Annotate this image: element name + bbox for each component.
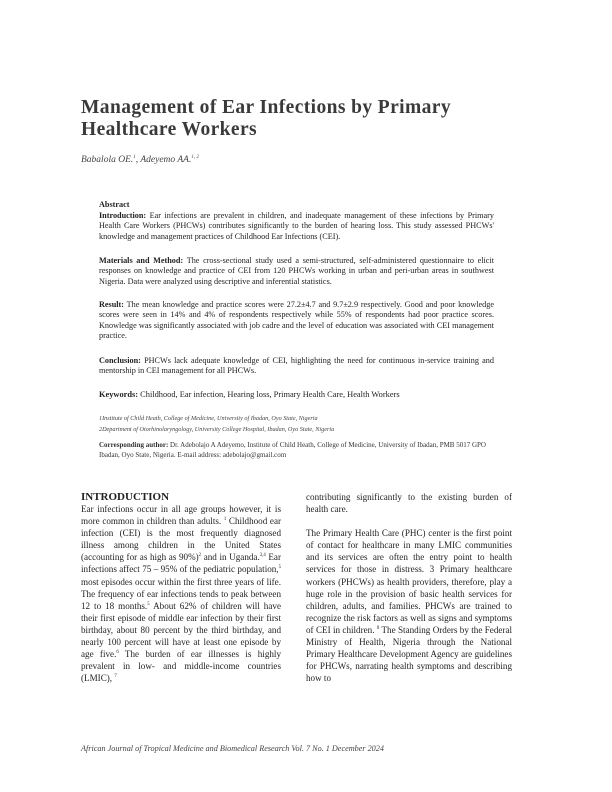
- author-name: Adeyemo AA.: [140, 155, 192, 166]
- journal-footer: African Journal of Tropical Medicine and Biomedical Research Vol. 7 No. 1 December 2024: [81, 744, 384, 753]
- body-text: The Standing Orders by the Federal Ministry of Health, Nigeria through the National Primary Healthcare Development Agency are guidelines for PHCWs, narrating health symptoms and describing how to: [306, 624, 513, 684]
- abstract-heading: Abstract: [99, 200, 130, 209]
- body-text: contributing significantly to the existing burden of health care.: [306, 492, 512, 515]
- affiliation-item: 1Institute of Child Heath, College of Medicine, University of Ibadan, Oyo State, Nigeria: [99, 415, 318, 422]
- author-affiliation-marker: 1: [133, 155, 136, 160]
- body-text: most episodes occur within the first three years of life. The frequency of ear infections tends to peak between 12 to 18 months.: [81, 576, 281, 611]
- corresponding-author: [99, 440, 494, 461]
- section-label: Keywords:: [99, 390, 139, 399]
- section-label: Conclusion:: [99, 356, 141, 365]
- citation-marker: 1: [223, 517, 227, 523]
- section-text: Ear infections are prevalent in children, and inadequate management of these infections by Primary Health Care Workers (PHCWs) contributes significantly to the burden of hearing loss. This study assessed PHCWs' knowledge and management practices of Childhood Ear Infections (CEI).: [99, 211, 495, 241]
- affiliations: [99, 414, 494, 435]
- section-label: Introduction:: [99, 211, 147, 220]
- author-affiliation-marker: 1, 2: [191, 155, 199, 160]
- section-label: Corresponding author:: [99, 441, 169, 449]
- body-text: Ear infections occur in all age groups however, it is more common in children than adults.: [81, 504, 281, 527]
- body-column-right: [306, 491, 512, 684]
- body-paragraph: [306, 527, 512, 684]
- citation-marker: 3,4: [259, 553, 266, 559]
- affiliation-item: 2Department of Otorhinolaryngology, University College Hospital, Ibadan, Oyo State, Nigeria: [99, 425, 335, 433]
- abstract-methods: [99, 256, 494, 287]
- abstract-result: [99, 300, 494, 342]
- keywords-text: Childhood, Ear infection, Hearing loss, Primary Health Care, Health Workers: [140, 390, 400, 399]
- citation-marker: 8: [376, 625, 380, 631]
- body-text: and in Uganda.: [203, 552, 260, 563]
- section-label: Materials and Method:: [99, 256, 184, 265]
- citation-marker: 6: [116, 650, 119, 656]
- author-list: Babalola OE.$^1$, Adeyemo AA.$^{1, 2}$: [81, 155, 199, 166]
- section-label: Result:: [99, 300, 125, 309]
- body-column-left: [81, 503, 281, 684]
- corresponding-text: Dr. Adebolajo A Adeyemo, Institute of Child Heath, College of Medicine, University of Ibadan, PMB 5017 GPO Ibadan, Oyo State, Nigeria. E-mail address: adebolajo@gmail.com: [99, 441, 486, 460]
- citation-marker: 2: [198, 553, 202, 559]
- abstract-conclusion: [99, 356, 494, 377]
- citation-marker: 7: [114, 674, 117, 680]
- section-text: The cross-sectional study used a semi-structured, self-administered questionnaire to elicit responses on knowledge and practice of CEI from 120 PHCWs working in urban and peri-urban areas in southwest Nigeria. Data were analyzed using descriptive and inferential statistics.: [99, 256, 494, 286]
- abstract-introduction: [99, 211, 494, 242]
- body-text: Childhood ear infection (CEI) is the most frequently diagnosed illness among children in the United States (accounting for as high as 90%): [81, 516, 282, 563]
- citation-marker: 5: [278, 565, 281, 571]
- body-text: About 62% of children will have their first episode of middle ear infection by their first birthday, about 80 percent by the third birthday, and nearly 100 percent will have at least one episode by age five.: [81, 600, 281, 660]
- section-heading-introduction: INTRODUCTION: [81, 491, 170, 503]
- body-paragraph: [306, 491, 512, 515]
- section-text: The mean knowledge and practice scores were 27.2±4.7 and 9.7±2.9 respectively. Good and poor knowledge scores were seen in 14% and 4% of respondents respectively while 55% of respondents had poor practice scores. Knowledge was significantly associated with job cadre and the level of education was associated with CEI management practice.: [99, 300, 494, 341]
- body-text: Ear infections affect 75 – 95% of the pediatric population,: [81, 552, 281, 575]
- author-name: Babalola OE.: [81, 155, 134, 166]
- section-text: PHCWs lack adequate knowledge of CEI, highlighting the need for continuous in-service training and mentorship in CEI management for all PHCWs.: [99, 356, 494, 376]
- body-text: The burden of ear illnesses is highly prevalent in low- and middle-income countries (LMIC),: [81, 649, 281, 684]
- body-text: The Primary Health Care (PHC) center is the first point of contact for healthcare in many LMIC communities and its services are often the entry point to health services for those in distress. 3 Primary healthcare workers (PHCWs) as health providers, therefore, play a huge role in the provision of basic health services for children, adults, and families. PHCWs are trained to recognize the risk factors as well as signs and symptoms of CEI in children.: [306, 528, 512, 635]
- abstract-keywords: [99, 390, 494, 400]
- citation-marker: 5: [147, 601, 150, 607]
- paper-title: Management of Ear Infections by Primary Healthcare Workers: [81, 97, 451, 140]
